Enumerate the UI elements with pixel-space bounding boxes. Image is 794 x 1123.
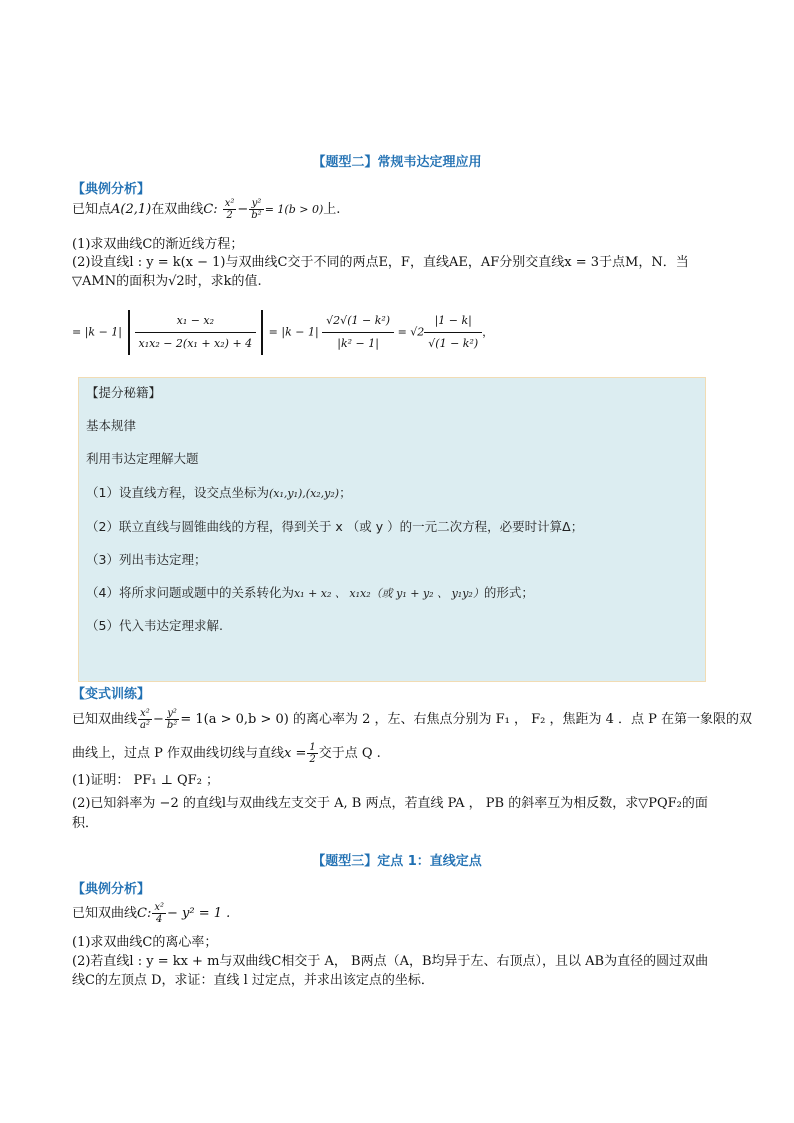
tips-step-4: （4）将所求问题或题中的关系转化为x₁ + x₂ 、 x₁x₂（或 y₁ + y₂ 、 y₁y₂）的形式； (86, 585, 534, 600)
tips-step-1: （1）设直线方程，设交点坐标为(x₁,y₁),(x₂,y₂)； (86, 485, 352, 500)
section3-example-label: 【典例分析】 (72, 882, 151, 897)
section3-heading: 【题型三】定点 1：直线定点 (312, 854, 482, 869)
fraction: $\frac{\text{y²}}{\text{b²}}$ (166, 708, 178, 731)
practice-question-1: (1)证明： PF₁ ⊥ QF₂ ； (72, 773, 220, 788)
practice-question-2-line2: 积． (72, 816, 99, 831)
section3-intro: 已知双曲线C: $\frac{\text{x²}}{4}$ − y² = 1 . (72, 902, 231, 925)
tips-title: 【提分秘籍】 (86, 385, 162, 400)
tips-topic: 利用韦达定理解大题 (86, 451, 199, 466)
practice-line-2: 曲线上，过点 P 作双曲线切线与直线x = $\frac{1}{2}$ 交于点 Q . (72, 742, 381, 765)
section2-heading: 【题型二】常规韦达定理应用 (312, 155, 482, 170)
section3-question-1: (1)求双曲线C的离心率； (72, 935, 218, 950)
solution-formula: = |k − 1| $\frac{\text{x₁ − x₂}}{\text{x₁x₂ − 2(x₁ + x₂) + 4}}$ = |k − 1| $\frac{\text{√2√(1 − k²)}}{\text{|k² − 1|}}$ = √2 $\frac{|1 - k|}{\text{√(1 − k²)}}$ ， (72, 310, 722, 355)
section2-question-1: (1)求双曲线C的渐近线方程； (72, 237, 244, 252)
fraction: $\frac{1}{2}$ (309, 742, 316, 765)
section3-question-2-line1: (2)若直线l : y = kx + m与双曲线C相交于 A， B两点（A，B均异于左、右顶点），且以 AB为直径的圆过双曲 (72, 954, 709, 969)
fraction: $\frac{\text{y²}}{\text{b²}}$ (251, 198, 262, 221)
section2-question-2-line1: (2)设直线l : y = k(x − 1)与双曲线C交于不同的两点E，F，直线AE，AF分别交直线x = 3于点M，N．当 (72, 255, 689, 270)
section2-question-2-line2: ▽AMN的面积为√2时，求k的值. (72, 274, 262, 289)
section2-intro: 已知点A(2,1)在双曲线C: $\frac{\text{x²}}{2}$ − $\frac{\text{y²}}{\text{b²}}$ = 1(b > 0)上. (72, 198, 341, 221)
fraction: $\frac{|1 - k|}{\text{√(1 − k²)}}$ (424, 310, 482, 355)
tips-step-3: （3）列出韦达定理； (86, 552, 207, 567)
tips-step-5: （5）代入韦达定理求解. (86, 618, 223, 633)
tips-step-2: （2）联立直线与圆锥曲线的方程，得到关于 x （或 y ）的一元二次方程，必要时计算Δ； (86, 519, 584, 534)
practice-line-1: 已知双曲线 $\frac{\text{x²}}{\text{a²}}$ − $\frac{\text{y²}}{\text{b²}}$ = 1(a > 0,b > 0) 的离心率为 2 ，左、右焦点分别为 F₁ ， F₂ ，焦距为 4 ．点 P 在第一象限的双 (72, 708, 753, 731)
fraction: $\frac{\text{√2√(1 − k²)}}{\text{|k² − 1|}}$ (322, 310, 394, 355)
absolute-value: $\frac{\text{x₁ − x₂}}{\text{x₁x₂ − 2(x₁ + x₂) + 4}}$ (128, 310, 264, 355)
fraction: $\frac{\text{x²}}{2}$ (224, 198, 235, 221)
tips-subtitle: 基本规律 (86, 418, 137, 433)
section2-example-label: 【典例分析】 (72, 182, 151, 197)
section3-question-2-line2: 线C的左顶点 D，求证：直线 l 过定点，并求出该定点的坐标． (72, 973, 434, 988)
fraction: $\frac{\text{x²}}{4}$ (154, 902, 164, 925)
practice-question-2-line1: (2)已知斜率为 −2 的直线l与双曲线左支交于 A, B 两点，若直线 PA ， PB 的斜率互为相反数，求▽PQF₂的面 (72, 796, 708, 811)
fraction: $\frac{\text{x²}}{\text{a²}}$ (140, 708, 150, 731)
practice-label: 【变式训练】 (72, 687, 151, 702)
